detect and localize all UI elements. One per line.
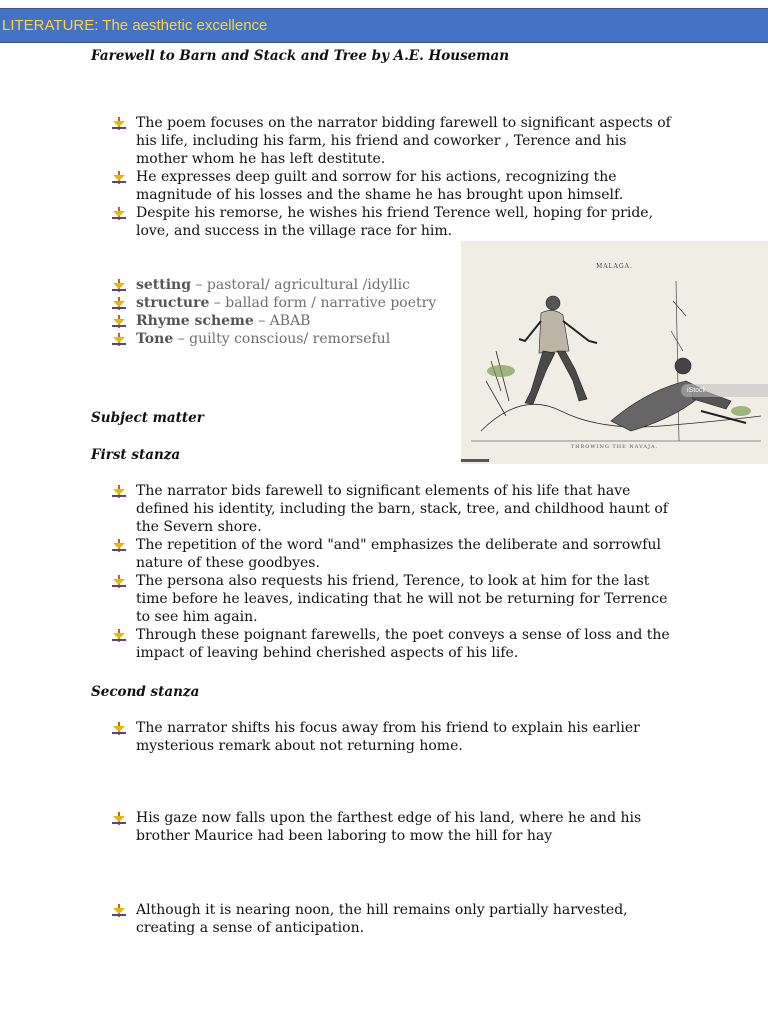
second-stanza-list-c [112,901,677,937]
list-item: He expresses deep guilt and sorrow for his actions, recognizing the magnitude of his losses and the shame he has brought upon himself. [112,168,672,204]
banner-title: LITERATURE: The aesthetic excellence [2,17,268,34]
arrow-down-bullet-icon [112,315,126,328]
arrow-down-bullet-icon [112,539,126,552]
term-label: setting [136,277,192,293]
arrow-down-bullet-icon [112,485,126,498]
term-item [112,294,457,312]
illustration-caption-top: MALAGA. [596,263,633,270]
term-label: Rhyme scheme [136,313,254,329]
list-item: His gaze now falls upon the farthest edge of his land, where he and his brother Maurice had been laboring to mow the hill for hay [112,809,677,845]
arrow-down-bullet-icon [112,117,126,130]
list-item: The narrator bids farewell to significant elements of his life that have defined his identity, including the barn, stack, tree, and childhood haunt of the Severn shore. [112,482,677,536]
term-label: Tone [136,331,174,347]
engraving-figures [461,241,768,464]
arrow-down-bullet-icon [112,297,126,310]
first-stanza-heading: First stanza [91,447,181,463]
term-item [112,312,457,330]
stock-watermark: iStock [681,384,768,397]
first-stanza-list [112,482,677,662]
second-stanza-heading: Second stanza [91,684,200,700]
arrow-down-bullet-icon [112,279,126,292]
document-title: Farewell to Barn and Stack and Tree by A.E. Houseman [91,48,510,64]
term-value: – guilty conscious/ remorseful [173,331,391,347]
list-item: Although it is nearing noon, the hill remains only partially harvested, creating a sense of anticipation. [112,901,677,937]
list-item: The narrator shifts his focus away from his friend to explain his earlier mysterious remark about not returning home. [112,719,677,755]
intro-list [112,114,672,240]
term-item [112,330,457,348]
subject-matter-heading: Subject matter [91,410,204,426]
list-item: The poem focuses on the narrator bidding farewell to significant aspects of his life, including his farm, his friend and coworker , Terence and his mother whom he has left destitute. [112,114,672,168]
term-value: – ABAB [253,313,311,329]
list-item: Despite his remorse, he wishes his friend Terence well, hoping for pride, love, and success in the village race for him. [112,204,672,240]
engraving-illustration [461,241,768,464]
arrow-down-bullet-icon [112,904,126,917]
arrow-down-bullet-icon [112,629,126,642]
list-item: The repetition of the word "and" emphasizes the deliberate and sorrowful nature of these goodbyes. [112,536,677,572]
illustration-caption-bottom: THROWING THE NAVAJA. [570,444,659,450]
second-stanza-list-b [112,809,677,845]
arrow-down-bullet-icon [112,812,126,825]
term-item [112,276,457,294]
arrow-down-bullet-icon [112,171,126,184]
term-value: – pastoral/ agricultural /idyllic [191,277,410,293]
arrow-down-bullet-icon [112,207,126,220]
terms-list [112,276,457,348]
title-banner [0,8,768,43]
term-value: – ballad form / narrative poetry [209,295,437,311]
list-item: Through these poignant farewells, the poet conveys a sense of loss and the impact of leaving behind cherished aspects of his life. [112,626,677,662]
arrow-down-bullet-icon [112,333,126,346]
arrow-down-bullet-icon [112,575,126,588]
list-item: The persona also requests his friend, Terence, to look at him for the last time before he leaves, indicating that he will not be returning for Terrence to see him again. [112,572,677,626]
second-stanza-list-a [112,719,677,755]
arrow-down-bullet-icon [112,722,126,735]
term-label: structure [136,295,210,311]
